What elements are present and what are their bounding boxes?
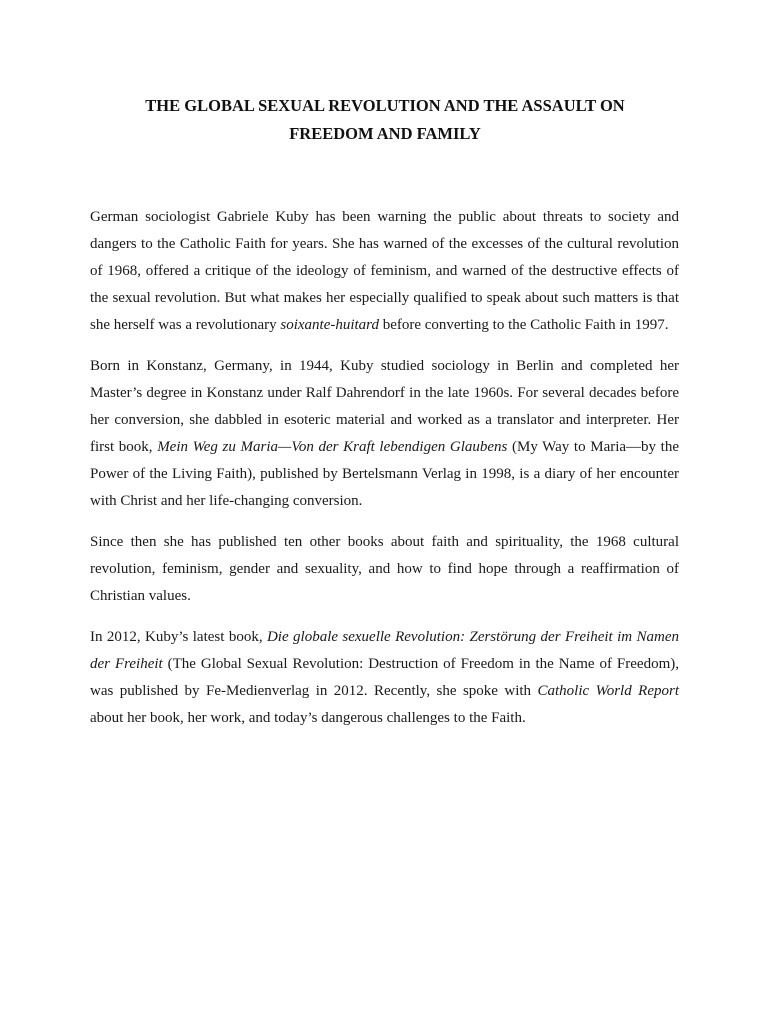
paragraph-4-text-c: about her book, her work, and today’s dangerous challenges to the Faith.: [90, 710, 526, 726]
paragraph-3-text: Since then she has published ten other books about faith and spirituality, the 1968 cultural revolution, feminism, gender and sexuality, and how to find hope through a reaffirmation of Christian values.: [90, 534, 679, 604]
document-title: [90, 92, 680, 148]
paragraph-1: [90, 204, 679, 339]
paragraph-2-text-a: Born in Konstanz, Germany, in 1944, Kuby studied sociology in Berlin and completed her Master’s degree in Konstanz under Ralf Dahrendorf in the late 1960s. For several decades before her conversion, she dabbled in esoteric material and worked as a translator and interpreter. Her first book,: [90, 358, 679, 455]
paragraph-1-text-b: before converting to the Catholic Faith in 1997.: [378, 317, 669, 333]
paragraph-2: [90, 353, 679, 515]
paragraph-4-italic-publication: Catholic World Report: [537, 683, 679, 699]
paragraph-2-italic: Mein Weg zu Maria—Von der Kraft lebendigen Glaubens: [157, 439, 508, 455]
paragraph-4: [90, 624, 679, 732]
title-line-1: THE GLOBAL SEXUAL REVOLUTION AND THE ASSAULT ON: [145, 96, 625, 115]
paragraph-4-text-b: (The Global Sexual Revolution: Destruction of Freedom in the Name of Freedom), was published by Fe-Medienverlag in 2012. Recently, she spoke with: [90, 656, 679, 699]
paragraph-4-italic-book-title: Die globale sexuelle Revolution: Zerstörung der Freiheit im Namen der Freiheit: [90, 629, 679, 672]
paragraph-1-text-a: German sociologist Gabriele Kuby has been warning the public about threats to society and dangers to the Catholic Faith for years. She has warned of the excesses of the cultural revolution of 1968, offered a critique of the ideology of feminism, and warned of the destructive effects of the sexual revolution. But what makes her especially qualified to speak about such matters is that she herself was a revolutionary: [90, 209, 679, 333]
paragraph-1-italic: soixante-huitard: [280, 317, 379, 333]
article-body: [90, 204, 679, 746]
paragraph-3: [90, 529, 679, 610]
title-line-2: FREEDOM AND FAMILY: [289, 124, 481, 143]
paragraph-4-text-a: In 2012, Kuby’s latest book,: [90, 629, 267, 645]
paragraph-2-text-b: (My Way to Maria—by the Power of the Living Faith), published by Bertelsmann Verlag in 1998, is a diary of her encounter with Christ and her life-changing conversion.: [90, 439, 680, 509]
